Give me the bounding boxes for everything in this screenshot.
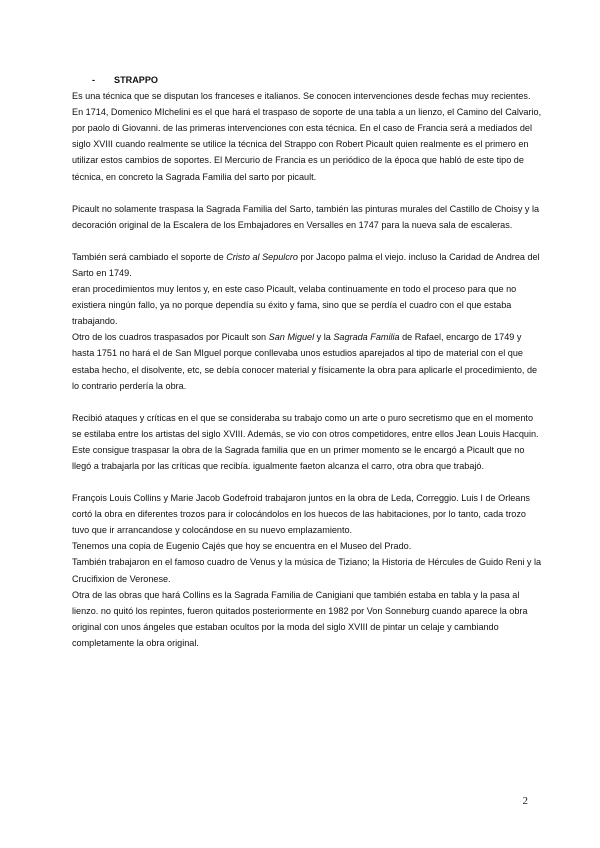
text-run: También será cambiado el soporte de: [72, 251, 227, 262]
page-number: 2: [522, 795, 528, 807]
paragraph-text: Picault no solamente traspasa la Sagrada Familia del Sarto, también las pinturas murales del Castillo de Choisy y la decoración original de la Escalera de los Embajadores en Versalles en 1747 para la nueva sala de escaleras.: [72, 203, 540, 230]
text-run: por Jacopo palma el viejo. incluso la Caridad de Andrea del Sarto en 1749.: [72, 251, 540, 278]
document-body: [72, 72, 542, 667]
paragraph-soporte: [72, 249, 542, 394]
paragraph-line: [72, 329, 542, 393]
section-heading: [72, 72, 542, 88]
paragraph-picault: [72, 201, 542, 233]
paragraph-line: También trabajaron en el famoso cuadro de Venus y la música de Tiziano; la Historia de Hércules de Guido Reni y la Crucifixion de Veronese.: [72, 557, 542, 584]
paragraph-criticas: [72, 410, 542, 474]
paragraph-line: François Louis Collins y Marie Jacob Godefroid trabajaron juntos en la obra de Leda, Correggio. Luis I de Orleans cortó la obra en diferentes trozos para ir colocándolos en los huecos de las habitaciones, por lo tanto, cada trozo tuvo que ir arrancandose y colocándose en su nuevo emplazamiento.: [72, 493, 530, 536]
paragraph-intro: [72, 88, 542, 185]
paragraph-text: Recibió ataques y críticas en el que se consideraba su trabajo como un arte o puro secretismo que en el momento se estilaba entre los artistas del siglo XVIII. Además, se vio con otros competidores, entre ellos Jean Louis Hacquin. Este consigue traspasar la obra de la Sagrada familia que en un primer momento se le encargó a Picault que no llegó a trabajarla por las críticas que recibía. igualmente faeton alcanza el carro, otra obra que trabajó.: [72, 412, 539, 471]
heading-bullet: -: [92, 75, 96, 85]
paragraph-line: Otra de las obras que hará Collins es la Sagrada Familia de Canigiani que también estaba en tabla y la pasa al lienzo. no quitó los repintes, fueron quitados posteriormente en 1982 por Von Sonneburg cuando aparece la obra original con unos ángeles que estaban ocultos por la moda del siglo XVIII de pintar un celaje y cambiando completamente la obra original.: [72, 589, 528, 648]
artwork-title: Cristo al Sepulcro: [226, 251, 298, 262]
text-run: y la: [314, 332, 334, 343]
artwork-title: Sagrada Familia: [333, 332, 400, 343]
paragraph-line: Tenemos una copia de Eugenio Cajés que hoy se encuentra en el Museo del Prado.: [72, 541, 412, 552]
text-run: de Rafael, encargo de 1749 y hasta 1751 no hará el de San MIguel porque conllevaba unos estudios aparejados al tipo de material con el que estaba hecho, el disolvente, etc, se debía conocer material y físicamente la obra para aplicarle el procedimiento, de lo contrario perdería la obra.: [72, 332, 538, 391]
artwork-title: San Miguel: [268, 332, 315, 343]
text-run: Otro de los cuadros traspasados por Picault son: [72, 332, 269, 343]
paragraph-text: Es una técnica que se disputan los franceses e italianos. Se conocen intervenciones desde fechas muy recientes. En 1714, Domenico MIchelini es el que hará el traspaso de soporte de una tabla a un lienzo, el Camino del Calvario, por paolo di Giovanni. de las primeras intervenciones con esta técnica. En el caso de Francia será a mediados del siglo XVIII cuando realmente se utilice la técnica del Strappo con Robert Picault quien realmente es el primero en utilizar estos cambios de soportes. El Mercurio de Francia es un periódico de la época que habló de este tipo de técnica, en concreto la Sagrada Familia del sarto por picault.: [72, 91, 542, 182]
paragraph-line: [72, 249, 542, 281]
heading-title: STRAPPO: [114, 75, 158, 85]
paragraph-collins: [72, 490, 542, 651]
paragraph-line: eran procedimientos muy lentos y, en este caso Picault, velaba continuamente en todo el proceso para que no existiera ningún fallo, ya no porque dependía su éxito y fama, sino que se perdía el cuadro con el que estaba trabajando.: [72, 284, 517, 327]
